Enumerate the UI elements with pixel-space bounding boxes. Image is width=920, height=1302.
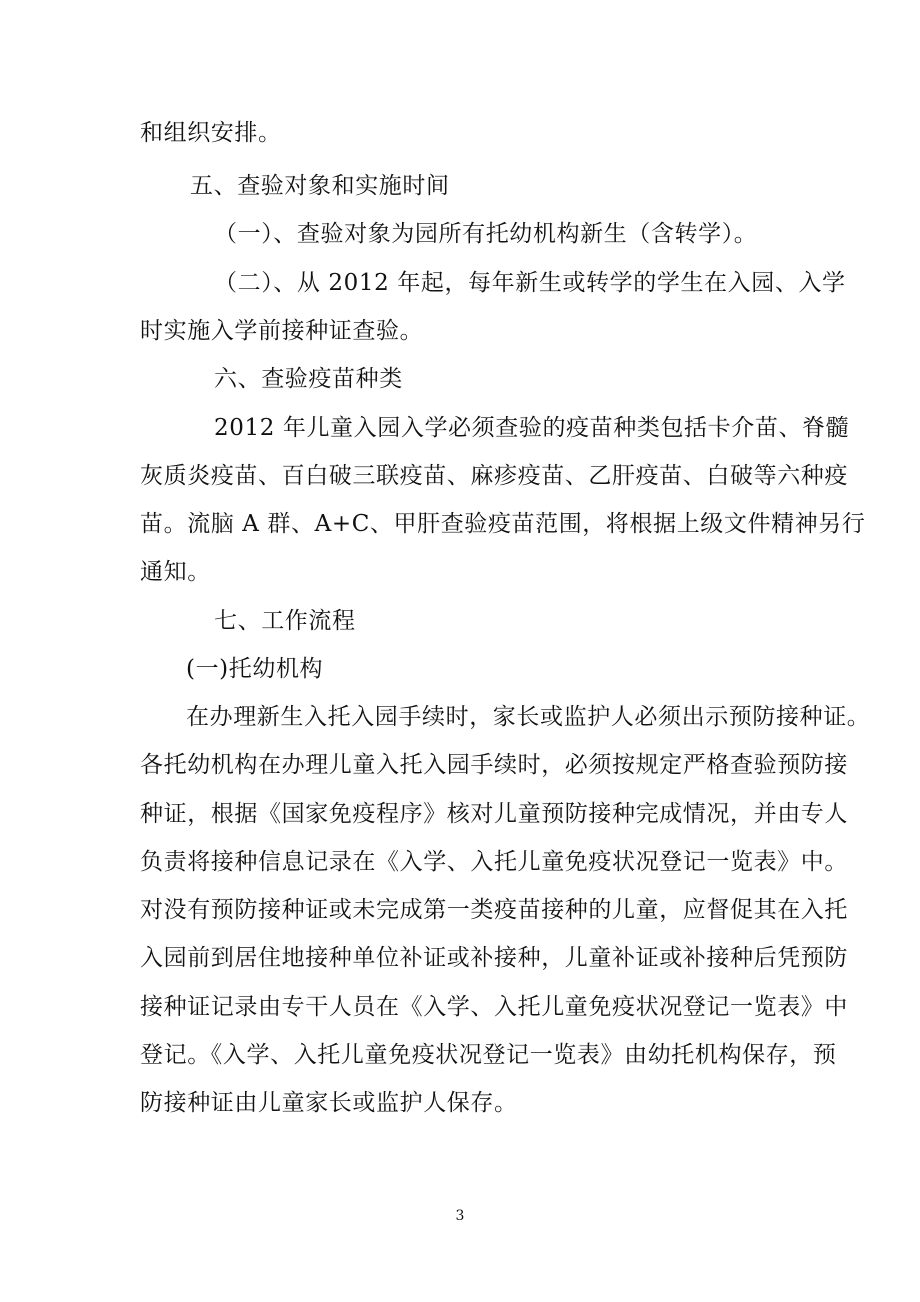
paragraph-line: 时实施入学前接种证查验。 — [140, 318, 424, 344]
paragraph-line: 接种证记录由专干人员在《入学、入托儿童免疫状况登记一览表》中 — [140, 994, 848, 1020]
paragraph-line: 和组织安排。 — [140, 120, 282, 146]
section-heading: 七、工作流程 — [214, 608, 356, 634]
paragraph-line: 对没有预防接种证或未完成第一类疫苗接种的儿童，应督促其在入托 — [140, 897, 848, 923]
paragraph-line: 入园前到居住地接种单位补证或补接种，儿童补证或补接种后凭预防 — [140, 945, 848, 971]
paragraph-line: 各托幼机构在办理儿童入托入园手续时，必须按规定严格查验预防接 — [140, 752, 848, 778]
paragraph-line: 负责将接种信息记录在《入学、入托儿童免疫状况登记一览表》中。 — [140, 849, 848, 875]
paragraph-line: 种证，根据《国家免疫程序》核对儿童预防接种完成情况，并由专人 — [140, 801, 848, 827]
paragraph-line: 在办理新生入托入园手续时，家长或监护人必须出示预防接种证。 — [186, 704, 871, 730]
section-heading: 五、查验对象和实施时间 — [190, 173, 450, 199]
paragraph-line: 登记。《入学、入托儿童免疫状况登记一览表》由幼托机构保存，预 — [140, 1042, 837, 1068]
paragraph-line: 灰质炎疫苗、百白破三联疫苗、麻疹疫苗、乙肝疫苗、白破等六种疫 — [140, 463, 848, 489]
paragraph-line: 苗。流脑 A 群、A+C、甲肝查验疫苗范围，将根据上级文件精神另行 — [140, 511, 866, 537]
subsection-item: （二）、从 2012 年起，每年新生或转学的学生在入园、入学 — [214, 270, 846, 296]
paragraph-line: 2012 年儿童入园入学必须查验的疫苗种类包括卡介苗、脊髓 — [214, 415, 850, 441]
paragraph-line: 通知。 — [140, 559, 211, 585]
page-number: 3 — [455, 1208, 465, 1224]
section-heading: 六、查验疫苗种类 — [214, 366, 403, 392]
subsection-item: （一）、查验对象为园所有托幼机构新生（含转学）。 — [214, 221, 758, 247]
subsection-heading: (一)托幼机构 — [186, 656, 324, 682]
paragraph-line: 防接种证由儿童家长或监护人保存。 — [140, 1090, 518, 1116]
